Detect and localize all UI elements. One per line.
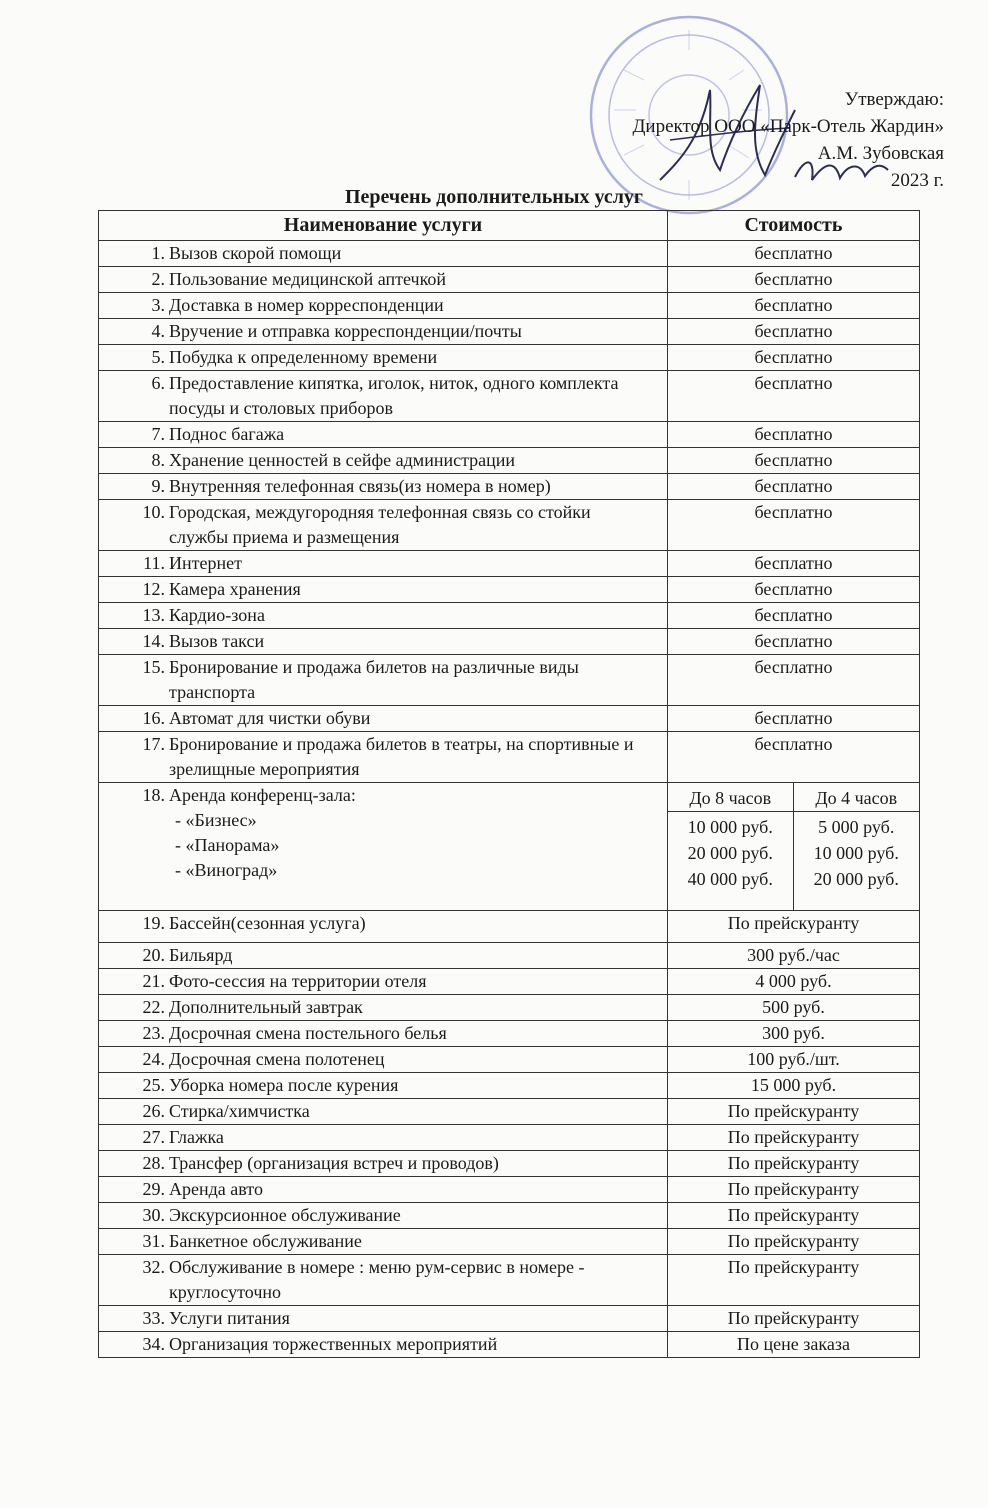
service-name-cell (99, 1047, 668, 1073)
service-name-cell (99, 1306, 668, 1332)
service-price-cell: бесплатно (668, 448, 920, 474)
row-number: 5. (151, 347, 165, 367)
row-number: 8. (151, 450, 165, 470)
row-number: 15. (142, 657, 165, 677)
table-row (99, 1073, 920, 1099)
row-name: Уборка номера после курения (169, 1075, 399, 1095)
row-number: 1. (151, 243, 165, 263)
row-name: Стирка/химчистка (169, 1101, 310, 1121)
row-number: 25. (142, 1075, 165, 1095)
approval-date: 2023 г. (890, 170, 944, 191)
service-name-cell (99, 474, 668, 500)
services-table (98, 210, 920, 1358)
row-name: Камера хранения (169, 579, 301, 599)
row-name: Вызов скорой помощи (169, 243, 342, 263)
row-number: 22. (142, 997, 165, 1017)
service-name-cell (99, 267, 668, 293)
price-col-4h: До 4 часов (794, 783, 920, 812)
table-row (99, 911, 920, 943)
service-price-cell: 300 руб./час (668, 943, 920, 969)
price-value: 5 000 руб. (818, 817, 895, 837)
service-name-cell (99, 1099, 668, 1125)
service-name-cell (99, 629, 668, 655)
table-row (99, 422, 920, 448)
row-name: Организация торжественных мероприятий (169, 1334, 498, 1354)
row-name: Глажка (169, 1127, 224, 1147)
row-name: Банкетное обслуживание (169, 1231, 362, 1251)
table-row (99, 500, 920, 551)
service-name-cell (99, 1125, 668, 1151)
row-number: 19. (142, 913, 165, 933)
service-price-cell: По прейскуранту (668, 1099, 920, 1125)
service-price-cell: бесплатно (668, 706, 920, 732)
service-name-cell (99, 655, 668, 706)
table-row (99, 551, 920, 577)
table-row (99, 1047, 920, 1073)
row-number: 20. (142, 945, 165, 965)
column-header-price: Стоимость (668, 211, 920, 241)
service-name-cell (99, 345, 668, 371)
table-row (99, 1021, 920, 1047)
row-name: Трансфер (организация встреч и проводов) (169, 1153, 499, 1173)
table-row (99, 319, 920, 345)
row-number: 30. (142, 1205, 165, 1225)
service-name-cell (99, 911, 668, 943)
approval-block (632, 86, 944, 194)
row-name: Вызов такси (169, 631, 265, 651)
row-name: Досрочная смена постельного белья (169, 1023, 447, 1043)
row-name: Поднос багажа (169, 424, 285, 444)
service-price-cell: бесплатно (668, 551, 920, 577)
row-name: Досрочная смена полотенец (169, 1049, 385, 1069)
hall-rental-name-cell (99, 783, 668, 911)
table-row (99, 1229, 920, 1255)
row-name: Внутренняя телефонная связь(из номера в номер) (169, 476, 551, 496)
service-price-cell: По прейскуранту (668, 1177, 920, 1203)
service-price-cell: 100 руб./шт. (668, 1047, 920, 1073)
row-name: Автомат для чистки обуви (169, 708, 371, 728)
service-name-cell (99, 603, 668, 629)
hall-name: - «Панорама» (175, 835, 280, 855)
prices-8h (668, 812, 794, 910)
table-row (99, 603, 920, 629)
hall-list (103, 808, 663, 883)
service-price-cell: 15 000 руб. (668, 1073, 920, 1099)
service-name-cell (99, 1332, 668, 1358)
table-row (99, 1099, 920, 1125)
table-row (99, 1203, 920, 1229)
service-price-cell: бесплатно (668, 732, 920, 783)
price-value: 40 000 руб. (687, 869, 773, 889)
row-name: Фото-сессия на территории отеля (169, 971, 427, 991)
hall-name: - «Бизнес» (175, 810, 257, 830)
row-number: 21. (142, 971, 165, 991)
table-row (99, 995, 920, 1021)
table-row (99, 655, 920, 706)
service-name-cell (99, 1151, 668, 1177)
row-name: Экскурсионное обслуживание (169, 1205, 401, 1225)
price-value: 10 000 руб. (813, 843, 899, 863)
row-number: 27. (142, 1127, 165, 1147)
row-name: Побудка к определенному времени (169, 347, 438, 367)
row-number: 12. (142, 579, 165, 599)
table-row (99, 371, 920, 422)
row-number: 34. (142, 1334, 165, 1354)
row-number: 14. (142, 631, 165, 651)
row-number: 9. (151, 476, 165, 496)
service-name-cell (99, 995, 668, 1021)
services-body-free (99, 241, 920, 783)
service-name-cell (99, 1177, 668, 1203)
service-name-cell (99, 1073, 668, 1099)
row-number: 18. (142, 785, 165, 805)
hall-price-grid (668, 783, 919, 910)
row-number: 10. (142, 502, 165, 522)
row-name: Доставка в номер корреспонденции (169, 295, 444, 315)
service-price-cell: По прейскуранту (668, 1255, 920, 1306)
row-name: Бронирование и продажа билетов на различные виды транспорта (169, 657, 579, 702)
service-price-cell: По прейскуранту (668, 911, 920, 943)
row-name: Интернет (169, 553, 242, 573)
service-price-cell: бесплатно (668, 345, 920, 371)
row-name: Аренда авто (169, 1179, 263, 1199)
row-number: 23. (142, 1023, 165, 1043)
price-col-8h: До 8 часов (668, 783, 794, 812)
service-price-cell: бесплатно (668, 655, 920, 706)
service-name-cell (99, 732, 668, 783)
row-name: Бильярд (169, 945, 233, 965)
row-number: 32. (142, 1257, 165, 1277)
service-price-cell: 300 руб. (668, 1021, 920, 1047)
row-number: 3. (151, 295, 165, 315)
table-row (99, 293, 920, 319)
service-price-cell: По цене заказа (668, 1332, 920, 1358)
service-price-cell: бесплатно (668, 629, 920, 655)
row-number: 4. (151, 321, 165, 341)
price-value: 20 000 руб. (687, 843, 773, 863)
approval-person: А.М. Зубовская (817, 143, 944, 164)
service-name-cell (99, 500, 668, 551)
table-row (99, 1151, 920, 1177)
row-number: 26. (142, 1101, 165, 1121)
hall-rental-price-cell (668, 783, 920, 911)
row-name: Предоставление кипятка, иголок, ниток, одного комплекта посуды и столовых приборов (169, 373, 619, 418)
row-name: Пользование медицинской аптечкой (169, 269, 447, 289)
service-price-cell: 500 руб. (668, 995, 920, 1021)
hall-name: - «Виноград» (175, 860, 278, 880)
service-name-cell (99, 448, 668, 474)
row-number: 6. (151, 373, 165, 393)
service-price-cell: бесплатно (668, 500, 920, 551)
row-name: Дополнительный завтрак (169, 997, 363, 1017)
row-number: 2. (151, 269, 165, 289)
service-name-cell (99, 1255, 668, 1306)
approval-position: Директор ООО «Парк-Отель Жардин» (632, 116, 944, 137)
table-row (99, 706, 920, 732)
service-price-cell: По прейскуранту (668, 1125, 920, 1151)
row-number: 28. (142, 1153, 165, 1173)
service-name-cell (99, 422, 668, 448)
service-name-cell (99, 1229, 668, 1255)
row-number: 16. (142, 708, 165, 728)
prices-4h (794, 812, 920, 910)
service-name-cell (99, 551, 668, 577)
row-number: 31. (142, 1231, 165, 1251)
row-name: Кардио-зона (169, 605, 265, 625)
row-number: 24. (142, 1049, 165, 1069)
service-name-cell (99, 969, 668, 995)
row-name: Городская, междугородняя телефонная связь со стойки службы приема и размещения (169, 502, 591, 547)
table-row (99, 448, 920, 474)
service-price-cell: По прейскуранту (668, 1306, 920, 1332)
table-row (99, 629, 920, 655)
service-price-cell: бесплатно (668, 319, 920, 345)
table-row (99, 943, 920, 969)
service-name-cell (99, 706, 668, 732)
row-name: Услуги питания (169, 1308, 290, 1328)
service-price-cell: бесплатно (668, 293, 920, 319)
row-name: Вручение и отправка корреспонденции/почты (169, 321, 522, 341)
table-row (99, 345, 920, 371)
row-name: Аренда конференц-зала: (169, 785, 356, 805)
table-row-hall-rental (99, 783, 920, 911)
row-number: 7. (151, 424, 165, 444)
service-price-cell: По прейскуранту (668, 1151, 920, 1177)
row-number: 13. (142, 605, 165, 625)
service-name-cell (99, 241, 668, 267)
service-name-cell (99, 577, 668, 603)
table-row (99, 241, 920, 267)
service-price-cell: По прейскуранту (668, 1203, 920, 1229)
table-row (99, 1306, 920, 1332)
row-name: Хранение ценностей в сейфе администрации (169, 450, 516, 470)
table-row (99, 969, 920, 995)
approval-caption: Утверждаю: (844, 89, 944, 110)
table-row (99, 1255, 920, 1306)
price-value: 20 000 руб. (813, 869, 899, 889)
document-title: Перечень дополнительных услуг (344, 186, 644, 208)
table-row (99, 732, 920, 783)
table-row (99, 577, 920, 603)
service-price-cell: бесплатно (668, 422, 920, 448)
table-row (99, 1332, 920, 1358)
table-row (99, 267, 920, 293)
service-price-cell: По прейскуранту (668, 1229, 920, 1255)
table-row (99, 1125, 920, 1151)
row-number: 33. (142, 1308, 165, 1328)
row-name: Обслуживание в номере : меню рум-сервис в номере - круглосуточно (169, 1257, 585, 1302)
service-name-cell (99, 1021, 668, 1047)
row-number: 17. (142, 734, 165, 754)
row-number: 29. (142, 1179, 165, 1199)
table-row (99, 474, 920, 500)
service-price-cell: бесплатно (668, 267, 920, 293)
service-name-cell (99, 371, 668, 422)
table-row (99, 1177, 920, 1203)
service-name-cell (99, 319, 668, 345)
service-price-cell: бесплатно (668, 241, 920, 267)
service-price-cell: бесплатно (668, 577, 920, 603)
service-price-cell: бесплатно (668, 603, 920, 629)
service-name-cell (99, 943, 668, 969)
price-value: 10 000 руб. (687, 817, 773, 837)
services-body-paid (99, 911, 920, 1358)
table-header-row (99, 211, 920, 241)
service-price-cell: бесплатно (668, 371, 920, 422)
row-number: 11. (143, 553, 165, 573)
service-price-cell: 4 000 руб. (668, 969, 920, 995)
hall-rental-body (99, 783, 920, 911)
row-name: Бассейн(сезонная услуга) (169, 913, 366, 933)
service-price-cell: бесплатно (668, 474, 920, 500)
column-header-name: Наименование услуги (99, 211, 668, 241)
service-name-cell (99, 1203, 668, 1229)
row-name: Бронирование и продажа билетов в театры, на спортивные и зрелищные мероприятия (169, 734, 634, 779)
service-name-cell (99, 293, 668, 319)
